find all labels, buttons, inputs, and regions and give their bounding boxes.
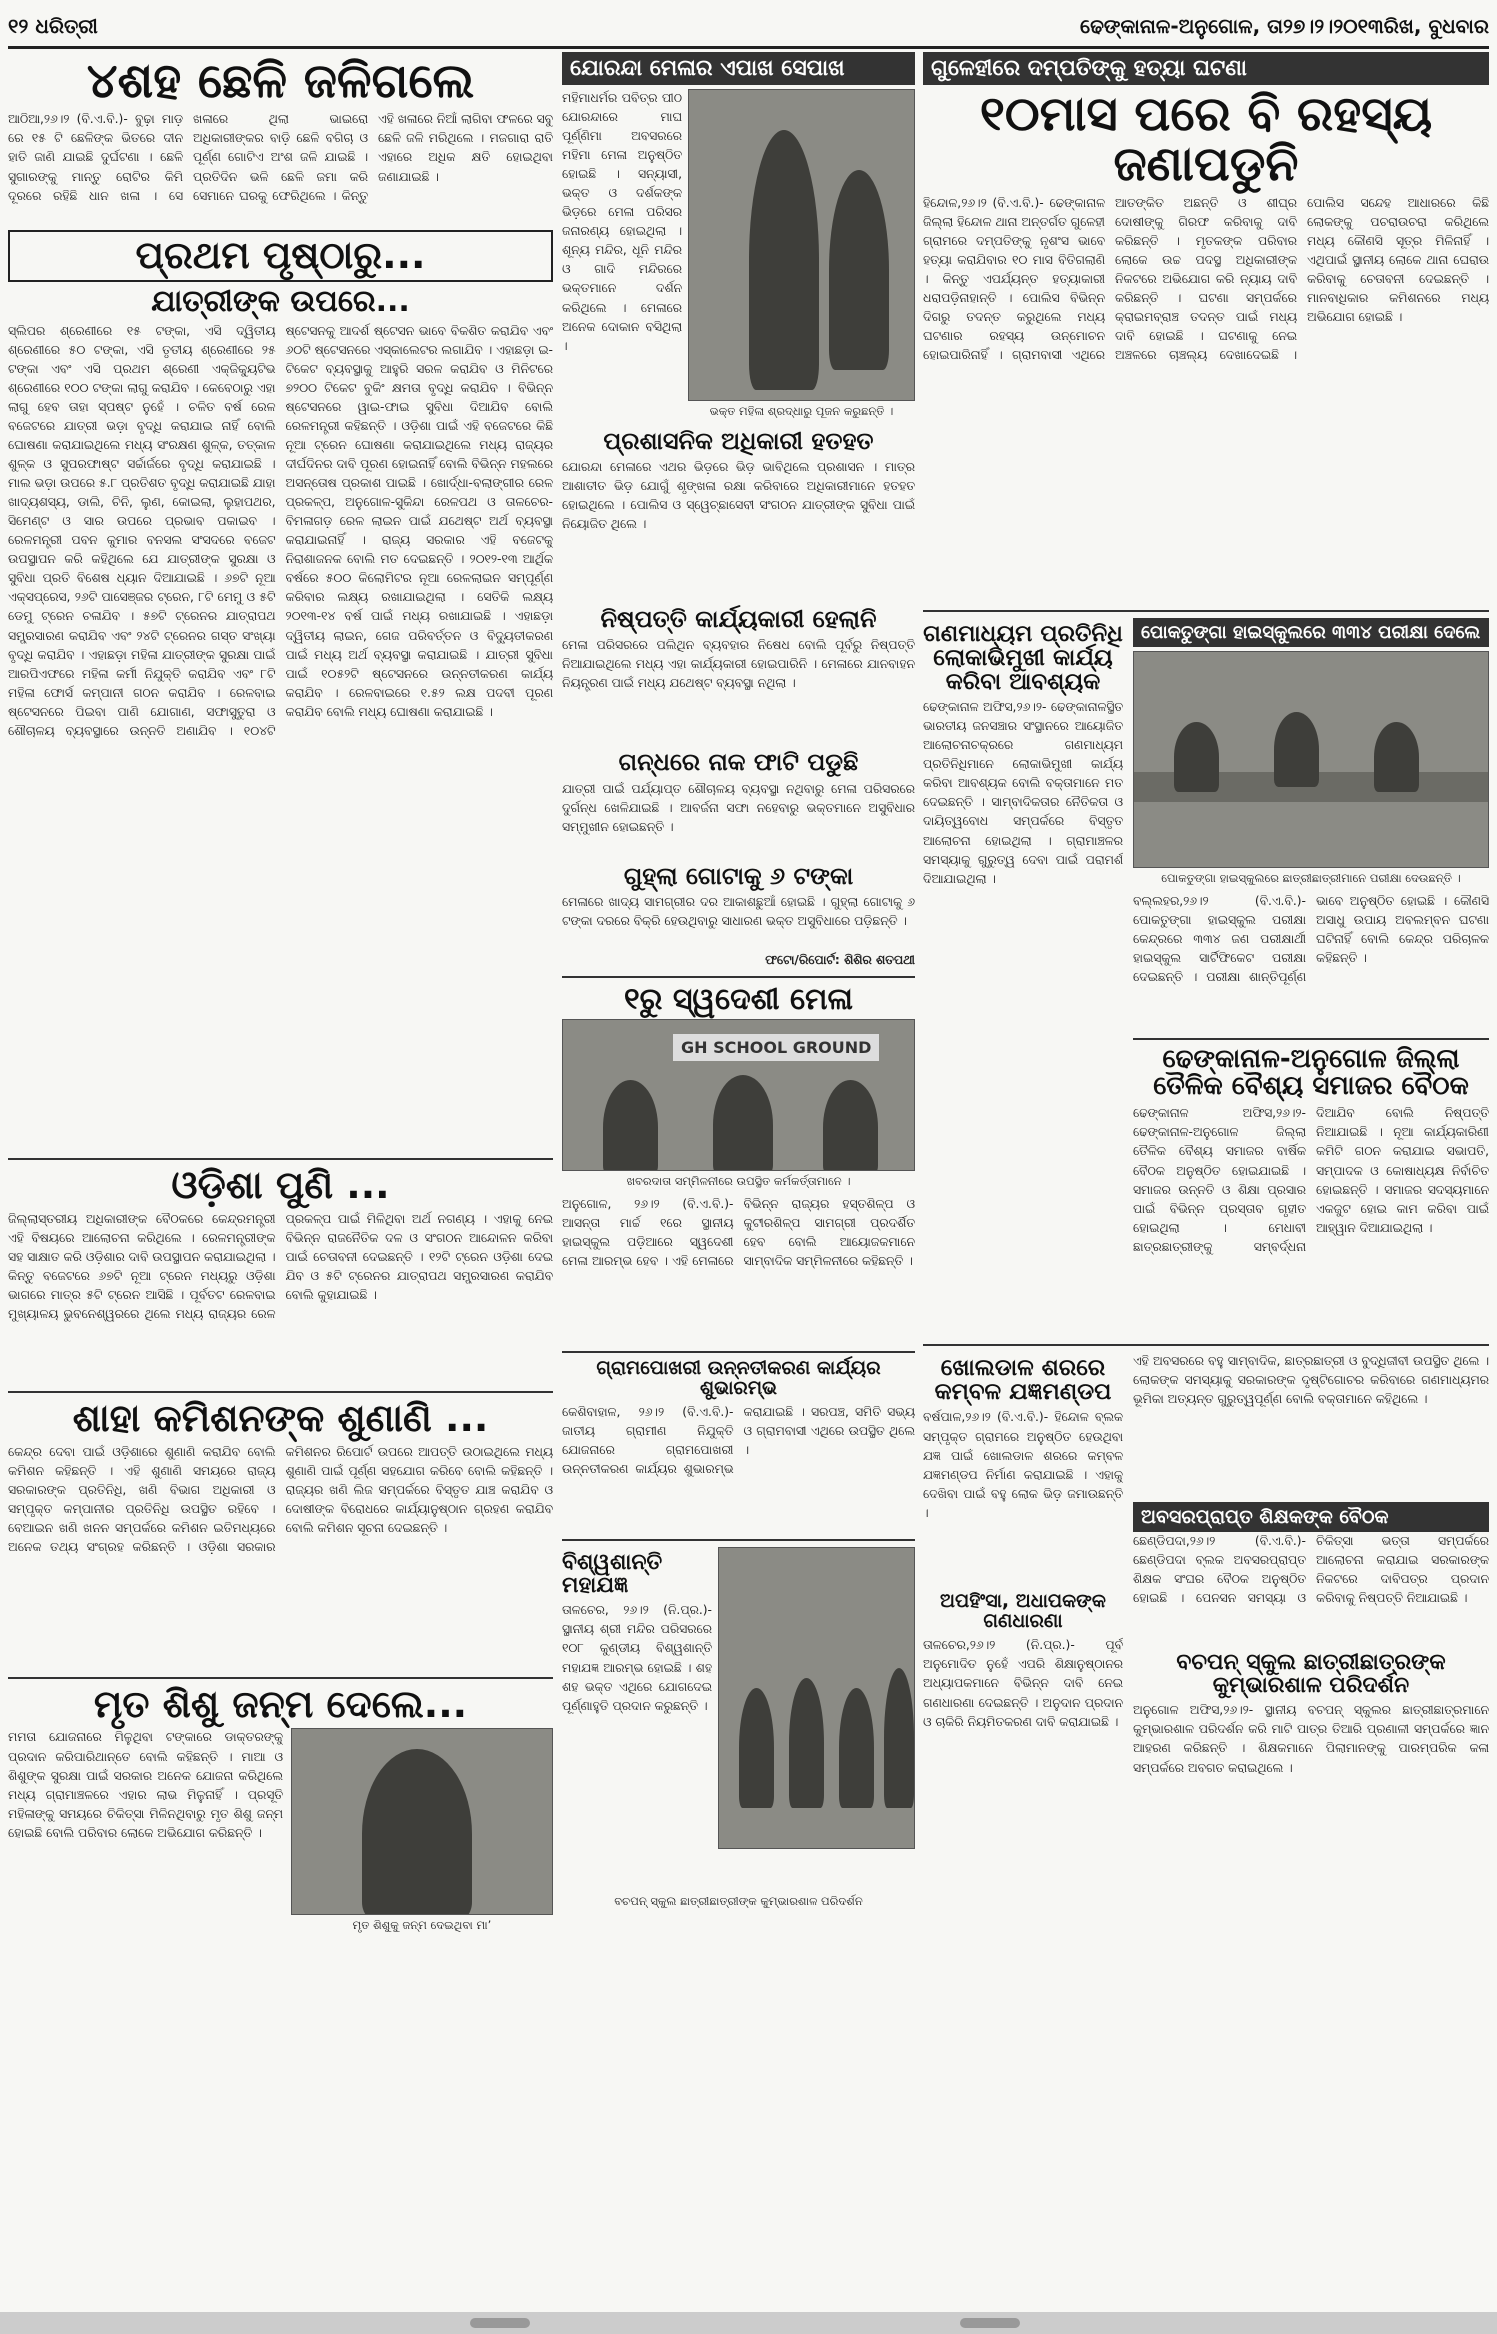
lower-right-block xyxy=(923,1352,1489,1846)
headline-stillbirth: ମୃତ ଶିଶୁ ଜନ୍ମ ଦେଲେ... xyxy=(93,1681,468,1726)
headline-decision: ନିଷ୍ପତ୍ତି କାର୍ଯ୍ୟକାରୀ ହେଲାନି xyxy=(600,605,877,634)
exam-caption: ପୋକତୁଙ୍ଗା ହାଇସ୍କୁଲରେ ଛାତ୍ରୀଛାତ୍ରୀମାନେ ପରୀକ୍ଷା ଦେଉଛନ୍ତି । xyxy=(1161,870,1461,885)
person-silhouette xyxy=(739,1688,774,1808)
stillbirth-block xyxy=(8,1728,553,1939)
divider xyxy=(562,1539,915,1541)
headline-odisha-again: ଓଡ଼ିଶା ପୁଣି ... xyxy=(171,1162,390,1207)
children-caption: ବଚପନ୍ ସ୍କୁଲ ଛାତ୍ରୀଛାତ୍ରୀଙ୍କ କୁମ୍ଭାରଶାଳ ପରିଦର୍ଶନ xyxy=(614,1894,863,1909)
banner-text: GH SCHOOL GROUND xyxy=(673,1034,879,1061)
exam-story-wrap xyxy=(1133,618,1489,1338)
headline-village-pond: ଗ୍ରାମପୋଖରୀ ଉନ୍ନତୀକରଣ କାର୍ଯ୍ୟର ଶୁଭାରମ୍ଭ xyxy=(596,1357,881,1400)
headline-world-peace-yagna: ବିଶ୍ୱଶାନ୍ତି ମହାଯଜ୍ଞ xyxy=(562,1550,663,1599)
story-exam: ବଲ୍ଲହର,୨୬।୨ (ବି.ଏ.ବି.)- ପୋକତୁଙ୍ଗା ହାଇସ୍କୁଲ ପରୀକ୍ଷା କେନ୍ଦ୍ରରେ ୩୩୪ ଜଣ ପରୀକ୍ଷାର୍ଥୀ ହାଇସ୍କୁଲ ସାର୍ଟିଫିକେଟ ପରୀକ୍ଷା ଦେଇଛନ୍ତି । ପରୀକ୍ଷା ଶାନ୍ତିପୂର୍ଣ୍ଣ ଭାବେ ଅନୁଷ୍ଠିତ ହୋଇଛି । କୌଣସି ଅସାଧୁ ଉପାୟ ଅବଲମ୍ବନ ଘଟଣା ଘଟିନାହିଁ ବୋଲି କେନ୍ଦ୍ର ପରିଚାଳକ କହିଛନ୍ତି । xyxy=(1133,893,1489,984)
bottom-scrollbar[interactable] xyxy=(0,2312,1497,2334)
column-middle xyxy=(562,52,915,2306)
devotee-photo xyxy=(688,89,915,401)
mother-photo xyxy=(291,1728,553,1915)
media-story-wrap xyxy=(923,618,1123,1338)
story-media-reps: ଢେଙ୍କାନାଳ ଅଫିସ,୨୬।୨- ଢେଙ୍କାନାଳସ୍ଥିତ ଭାରତୀୟ ଜନସଞ୍ଚାର ସଂସ୍ଥାନରେ ଆୟୋଜିତ ଆଲୋଚନାଚକ୍ରରେ ଗଣମାଧ୍ୟମ ପ୍ରତିନିଧିମାନେ ଲୋକାଭିମୁଖୀ କାର୍ଯ୍ୟ କରିବା ଆବଶ୍ୟକ ବୋଲି ବକ୍ତାମାନେ ମତ ଦେଇଛନ୍ତି । ସାମ୍ବାଦିକତାର ନୈତିକତା ଓ ଦାୟିତ୍ୱବୋଧ ସମ୍ପର୍କରେ ବିସ୍ତୃତ ଆଲୋଚନା ହୋଇଥିଲା । ଗ୍ରାମାଞ୍ଚଳର ସମସ୍ୟାକୁ ଗୁରୁତ୍ୱ ଦେବା ପାଇଁ ପରାମର୍ଶ ଦିଆଯାଇଥିଲା । xyxy=(923,700,1123,886)
headline-exam: ପୋକତୁଙ୍ଗା ହାଇସ୍କୁଲରେ ୩୩୪ ପରୀକ୍ଷା ଦେଲେ xyxy=(1133,618,1489,647)
divider xyxy=(923,610,1489,612)
story-yagna-mandap: ବର୍ଷପାଳ,୨୬।୨ (ବି.ଏ.ବି.)- ହିନ୍ଦୋଳ ବ୍ଲକ ସମ୍ପୃକ୍ତ ଗ୍ରାମରେ ଅନୁଷ୍ଠିତ ହେଉଥିବା ଯଜ୍ଞ ପାଇଁ ଖୋଲଡାଳ ଶରରେ କମ୍ବଳ ଯଜ୍ଞମଣ୍ଡପ ନିର୍ମାଣ କରାଯାଇଛି । ଏହାକୁ ଦେଖିବା ପାଇଁ ବହୁ ଲୋକ ଭିଡ଼ ଜମାଉଛନ୍ତି । xyxy=(923,1410,1123,1520)
story-village-pond: କେଶିବାହାଳ, ୨୬।୨ (ବି.ଏ.ବି.)- ଜାତୀୟ ଗ୍ରାମୀଣ ନିଯୁକ୍ତି ଯୋଜନାରେ ଗ୍ରାମପୋଖରୀ ଉନ୍ନତୀକରଣ କାର୍ଯ୍ୟର ଶୁଭାରମ୍ଭ କରାଯାଇଛି । ସରପଞ୍ଚ, ସମିତି ସଭ୍ୟ ଓ ଗ୍ରାମବାସୀ ଏଥିରେ ଉପସ୍ଥିତ ଥିଲେ । xyxy=(562,1405,915,1477)
person-silhouette xyxy=(1374,722,1419,792)
person-silhouette xyxy=(823,1080,878,1171)
person-silhouette xyxy=(829,170,889,370)
story-world-peace-yagna: ତାଳଚେର, ୨୬।୨ (ନି.ପ୍ର.)- ସ୍ଥାନୀୟ ଶ୍ରୀ ମନ୍ଦିର ପରିସରରେ ୧୦୮ କୁଣ୍ଡୀୟ ବିଶ୍ୱଶାନ୍ତି ମହାଯଜ୍ଞ ଆରମ୍ଭ ହୋଇଛି । ଶହ ଶହ ଭକ୍ତ ଏଥିରେ ଯୋଗଦେଇ ପୂର୍ଣ୍ଣାହୁତି ପ୍ରଦାନ କରୁଛନ୍ତି । xyxy=(562,1603,712,1713)
headline-passengers: ଯାତ୍ରୀଙ୍କ ଉପରେ... xyxy=(151,284,410,320)
headline-admin-officers: ପ୍ରଶାସନିକ ଅଧିକାରୀ ହତହତ xyxy=(603,427,874,455)
story-stillbirth: ମମତା ଯୋଜନାରେ ମିଳୁଥିବା ଟଙ୍କାରେ ଡାକ୍ତରଙ୍କୁ ପ୍ରଦାନ କରିପାରିଥାନ୍ତେ ବୋଲି କହିଛନ୍ତି । ମାଆ ଓ ଶିଶୁଙ୍କ ସୁରକ୍ଷା ପାଇଁ ସରକାର ଅନେକ ଯୋଜନା କରିଥିଲେ ମଧ୍ୟ ଗ୍ରାମାଞ୍ଚଳରେ ଏହାର ଲାଭ ମିଳୁନାହିଁ । ପ୍ରସୂତି ମହିଳାଙ୍କୁ ସମୟରେ ଚିକିତ୍ସା ମିଳିନଥିବାରୁ ମୃତ ଶିଶୁ ଜନ୍ମ ହୋଇଛି ବୋଲି ପରିବାର ଲୋକେ ଅଭିଯୋଗ କରିଛନ୍ତି । xyxy=(8,1730,283,1840)
divider xyxy=(1133,1038,1489,1040)
story-odisha-again: ଜିଲ୍ଲାସ୍ତରୀୟ ଅଧିକାରୀଙ୍କ ବୈଠକରେ କେନ୍ଦ୍ରମନ୍ତ୍ରୀ ଏହି ବିଷୟରେ ଆଲୋଚନା କରିଥିଲେ । ରେଳମନ୍ତ୍ରୀଙ୍କ ସହ ସାକ୍ଷାତ କରି ଓଡ଼ିଶାର ଦାବି ଉପସ୍ଥାପନ କରାଯାଇଥିଲା । କିନ୍ତୁ ବଜେଟରେ ୬୭ଟି ନୂଆ ଟ୍ରେନ ମଧ୍ୟରୁ ଓଡ଼ିଶା ଭାଗରେ ମାତ୍ର ୫ଟି ଟ୍ରେନ ଆସିଛି । ପୂର୍ବତଟ ରେଳବାଇ ମୁଖ୍ୟାଳୟ ଭୁବନେଶ୍ୱରରେ ଥିଲେ ମଧ୍ୟ ରାଜ୍ୟର ରେଳ ପ୍ରକଳ୍ପ ପାଇଁ ମିଳିଥିବା ଅର୍ଥ ନଗଣ୍ୟ । ଏହାକୁ ନେଇ ବିଭିନ୍ନ ରାଜନୈତିକ ଦଳ ଓ ସଂଗଠନ ଆନ୍ଦୋଳନ କରିବା ପାଇଁ ଚେତାବନୀ ଦେଇଛନ୍ତି । ୧୨ଟି ଟ୍ରେନ ଓଡ଼ିଶା ଦେଇ ଯିବ ଓ ୫ଟି ଟ୍ରେନର ଯାତ୍ରାପଥ ସମ୍ପ୍ରସାରଣ କରାଯିବ ବୋଲି କୁହାଯାଇଛି । xyxy=(8,1211,553,1321)
headline-teli-samaj: ଢେଙ୍କାନାଳ-ଅନୁଗୋଳ ଜିଲ୍ଲା ତୈଳିକ ବୈଶ୍ୟ ସମାଜର ବୈଠକ xyxy=(1153,1043,1469,1102)
story-stench: ଯାତ୍ରୀ ପାଇଁ ପର୍ଯ୍ୟାପ୍ତ ଶୌଚାଳୟ ବ୍ୟବସ୍ଥା ନଥିବାରୁ ମେଳା ପରିସରରେ ଦୁର୍ଗନ୍ଧ ଖେଳିଯାଇଛି । ଆବର୍ଜନା ସଫା ନହେବାରୁ ଭକ୍ତମାନେ ଅସୁବିଧାର ସମ୍ମୁଖୀନ ହୋଇଛନ୍ତି । xyxy=(562,781,915,834)
story-decision: ମେଳା ପରିସରରେ ପଲିଥିନ ବ୍ୟବହାର ନିଷେଧ ବୋଲି ପୂର୍ବରୁ ନିଷ୍ପତ୍ତି ନିଆଯାଇଥିଲେ ମଧ୍ୟ ଏହା କାର୍ଯ୍ୟକାରୀ ହୋଇପାରିନି । ମେଳାରେ ଯାନବାହନ ନିୟନ୍ତ୍ରଣ ପାଇଁ ମଧ୍ୟ ଯଥେଷ୍ଟ ବ୍ୟବସ୍ଥା ନଥିଲା । xyxy=(562,638,915,691)
front-page-continued-box: ପ୍ରଥମ ପୃଷ୍ଠାରୁ... xyxy=(8,230,553,282)
headline-swadeshi-mela: ୧ରୁ ସ୍ୱଦେଶୀ ମେଳା xyxy=(624,981,853,1017)
headline-murder-mystery: ୧୦ମାସ ପରେ ବି ରହସ୍ୟ ଜଣାପଡୁନି xyxy=(979,86,1433,193)
person-silhouette xyxy=(1174,722,1219,792)
scroll-handle[interactable] xyxy=(470,2318,530,2328)
story-lecturers-dharna: ତାଳଚେର,୨୬।୨ (ନି.ପ୍ର.)- ପୂର୍ବ ଅନୁମୋଦିତ ନୁହେଁ ଏପରି ଶିକ୍ଷାନୁଷ୍ଠାନର ଅଧ୍ୟାପକମାନେ ବିଭିନ୍ନ ଦାବି ନେଇ ଗଣଧାରଣା ଦେଇଛନ୍ତି । ଅନୁଦାନ ପ୍ରଦାନ ଓ ଚାକିରି ନିୟମିତକରଣ ଦାବି କରାଯାଇଛି । xyxy=(923,1638,1123,1729)
story-retired-teachers: ଛେଣ୍ଡିପଦା,୨୬।୨ (ବି.ଏ.ବି.)- ଛେଣ୍ଡିପଦା ବ୍ଲକ ଅବସରପ୍ରାପ୍ତ ଶିକ୍ଷକ ସଂଘର ବୈଠକ ଅନୁଷ୍ଠିତ ହୋଇଛି । ପେନସନ ସମସ୍ୟା ଓ ଚିକିତ୍ସା ଭତ୍ତା ସମ୍ପର୍କରେ ଆଲୋଚନା କରାଯାଇ ସରକାରଙ୍କ ନିକଟରେ ଦାବିପତ୍ର ପ୍ରଦାନ କରିବାକୁ ନିଷ୍ପତ୍ତି ନିଆଯାଇଛି । xyxy=(1133,1534,1489,1606)
lower-right-stories xyxy=(1133,1352,1489,1846)
person-silhouette xyxy=(839,1688,874,1808)
stillbirth-photo-wrap xyxy=(291,1728,553,1939)
joranda-block xyxy=(562,89,915,425)
children-photo xyxy=(718,1547,915,1849)
person-silhouette xyxy=(603,1080,658,1171)
headline-bachpan-school: ବଚପନ୍ ସ୍କୁଲ ଛାତ୍ରୀଛାତ୍ରଙ୍କ କୁମ୍ଭାରଶାଳ ପରିଦର୍ଶନ xyxy=(1176,1650,1446,1699)
stillbirth-caption: ମୃତ ଶିଶୁକୁ ଜନ୍ମ ଦେଇଥିବା ମା’ xyxy=(352,1918,492,1933)
person-silhouette xyxy=(884,1668,914,1808)
scroll-handle[interactable] xyxy=(960,2318,1020,2328)
story-passengers: ସ୍ଲିପର ଶ୍ରେଣୀରେ ୧୫ ଟଙ୍କା, ଏସି ଦ୍ୱିତୀୟ ଶ୍ରେଣୀରେ ୫୦ ଟଙ୍କା, ଏସି ତୃତୀୟ ଶ୍ରେଣୀରେ ୨୫ ଟଙ୍କା ଏବଂ ଏସି ପ୍ରଥମ ଶ୍ରେଣୀ ଏକ୍ଜିକ୍ୟୁଟିଭ ଶ୍ରେଣୀରେ ୧୦୦ ଟଙ୍କା ଲାଗୁ କରାଯିବ । କେବେଠାରୁ ଏହା ଲାଗୁ ହେବ ତାହା ସ୍ପଷ୍ଟ ନୁହେଁ । ଚଳିତ ବର୍ଷ ରେଳ ବଜେଟରେ ଯାତ୍ରୀ ଭଡ଼ା ବୃଦ୍ଧି କରାଯାଇ ନାହିଁ ବୋଲି ଘୋଷଣା କରାଯାଇଥିଲେ ମଧ୍ୟ ସଂରକ୍ଷଣ ଶୁଳ୍କ, ତତ୍କାଳ ଶୁଳ୍କ ଓ ସୁପରଫାଷ୍ଟ ସର୍ଚ୍ଚାର୍ଜରେ ବୃଦ୍ଧି କରାଯାଇଛି । ମାଲ ଭଡ଼ା ଉପରେ ୫.୮ ପ୍ରତିଶତ ବୃଦ୍ଧି କରାଯାଇଛି ଯାହା ଖାଦ୍ୟଶସ୍ୟ, ଡାଲି, ଚିନି, ଲୁଣ, କୋଇଲା, ଲୁହାପଥର, ସିମେଣ୍ଟ ଓ ସାର ଉପରେ ପ୍ରଭାବ ପକାଇବ । ରେଳମନ୍ତ୍ରୀ ପବନ କୁମାର ବନସଲ ସଂସଦରେ ବଜେଟ ଉପସ୍ଥାପନ କରି କହିଥିଲେ ଯେ ଯାତ୍ରୀଙ୍କ ସୁରକ୍ଷା ଓ ସୁବିଧା ପ୍ରତି ବିଶେଷ ଧ୍ୟାନ ଦିଆଯାଇଛି । ୬୭ଟି ନୂଆ ଏକ୍ସପ୍ରେସ, ୨୬ଟି ପାସେଞ୍ଜର ଟ୍ରେନ, ୮ଟି ମେମୁ ଓ ୫ଟି ଡେମୁ ଟ୍ରେନ ଚଳାଯିବ । ୫୭ଟି ଟ୍ରେନର ଯାତ୍ରାପଥ ସମ୍ପ୍ରସାରଣ କରାଯିବ ଏବଂ ୨୪ଟି ଟ୍ରେନର ଗସ୍ତ ସଂଖ୍ୟା ବୃଦ୍ଧି କରାଯିବ । ଏହାଛଡ଼ା ମହିଳା ଯାତ୍ରୀଙ୍କ ସୁରକ୍ଷା ପାଇଁ ଆରପିଏଫରେ ମହିଳା କର୍ମୀ ନିଯୁକ୍ତି କରାଯିବ ଏବଂ ୮ଟି ମହିଳା ଫୋର୍ସ କମ୍ପାନୀ ଗଠନ କରାଯିବ । ରେଳବାଇ ଷ୍ଟେସନରେ ପିଇବା ପାଣି ଯୋଗାଣ, ସଫାସୁତୁରା ଓ ଶୌଚାଳୟ ବ୍ୟବସ୍ଥାରେ ଉନ୍ନତି ଅଣାଯିବ । ୧୦୪ଟି ଷ୍ଟେସନକୁ ଆଦର୍ଶ ଷ୍ଟେସନ ଭାବେ ବିକଶିତ କରାଯିବ ଏବଂ ୬୦ଟି ଷ୍ଟେସନରେ ଏସ୍କାଲେଟର ଲଗାଯିବ । ଏହାଛଡ଼ା ଇ-ଟିକେଟ ବ୍ୟବସ୍ଥାକୁ ଆହୁରି ସରଳ କରାଯିବ ଓ ମିନିଟରେ ୭୨୦୦ ଟିକେଟ ବୁକିଂ କ୍ଷମତା ବୃଦ୍ଧି କରାଯିବ । ବିଭିନ୍ନ ଷ୍ଟେସନରେ ୱାଇ-ଫାଇ ସୁବିଧା ଦିଆଯିବ ବୋଲି ରେଳମନ୍ତ୍ରୀ କହିଛନ୍ତି । ଓଡ଼ିଶା ପାଇଁ ଏହି ବଜେଟରେ କିଛି ନୂଆ ଟ୍ରେନ ଘୋଷଣା କରାଯାଇଥିଲେ ମଧ୍ୟ ରାଜ୍ୟର ଦୀର୍ଘଦିନର ଦାବି ପୂରଣ ହୋଇନାହିଁ ବୋଲି ବିଭିନ୍ନ ମହଲରେ ଅସନ୍ତୋଷ ପ୍ରକାଶ ପାଇଛି । ଖୋର୍ଦ୍ଧା-ବଲାଙ୍ଗୀର ରେଳ ପ୍ରକଳ୍ପ, ଅନୁଗୋଳ-ସୁକିନ୍ଦା ରେଳପଥ ଓ ତାଳଚେର-ବିମଳାଗଡ଼ ରେଳ ଲାଇନ ପାଇଁ ଯଥେଷ୍ଟ ଅର୍ଥ ବ୍ୟବସ୍ଥା କରାଯାଇନାହିଁ । ରାଜ୍ୟ ସରକାର ଏହି ବଜେଟକୁ ନିରାଶାଜନକ ବୋଲି ମତ ଦେଇଛନ୍ତି । ୨୦୧୨-୧୩ ଆର୍ଥିକ ବର୍ଷରେ ୫୦୦ କିଲୋମିଟର ନୂଆ ରେଳଲାଇନ ସମ୍ପୂର୍ଣ୍ଣ କରିବାର ଲକ୍ଷ୍ୟ ରଖାଯାଇଥିଲା । ସେତିକି ଲକ୍ଷ୍ୟ ୨୦୧୩-୧୪ ବର୍ଷ ପାଇଁ ମଧ୍ୟ ରଖାଯାଇଛି । ଏହାଛଡ଼ା ଦ୍ୱିତୀୟ ଲାଇନ, ଗେଜ ପରିବର୍ତ୍ତନ ଓ ବିଦ୍ୟୁତୀକରଣ ପାଇଁ ମଧ୍ୟ ଅର୍ଥ ବ୍ୟବସ୍ଥା କରାଯାଇଛି । ଯାତ୍ରୀ ସୁବିଧା ପାଇଁ ୧୦୫୨ଟି ଷ୍ଟେସନରେ ଉନ୍ନତୀକରଣ କାର୍ଯ୍ୟ କରାଯିବ । ରେଳବାଇରେ ୧.୫୨ ଲକ୍ଷ ପଦବୀ ପୂରଣ କରାଯିବ ବୋଲି ମଧ୍ୟ ଘୋଷଣା କରାଯାଇଛି । xyxy=(8,323,553,738)
person-silhouette xyxy=(1274,712,1319,787)
person-silhouette xyxy=(362,1749,472,1915)
exam-photo xyxy=(1133,651,1489,868)
press-meet-photo xyxy=(562,1019,915,1171)
divider xyxy=(562,1351,915,1353)
story-murder-mystery: ହିନ୍ଦୋଳ,୨୬।୨ (ବି.ଏ.ବି.)- ଢେଙ୍କାନାଳ ଜିଲ୍ଲା ହିନ୍ଦୋଳ ଥାନା ଅନ୍ତର୍ଗତ ଗୁଳେହୀ ଗ୍ରାମରେ ଦମ୍ପତିଙ୍କୁ ନୃଶଂସ ଭାବେ ହତ୍ୟା କରାଯିବାର ୧୦ ମାସ ବିତିଗଲାଣି । କିନ୍ତୁ ଏପର୍ଯ୍ୟନ୍ତ ହତ୍ୟାକାରୀ ଧରାପଡ଼ିନାହାନ୍ତି । ପୋଲିସ ବିଭିନ୍ନ ଦିଗରୁ ତଦନ୍ତ କରୁଥିଲେ ମଧ୍ୟ ଘଟଣାର ରହସ୍ୟ ଉନ୍ମୋଚନ ହୋଇପାରିନାହିଁ । ଗ୍ରାମବାସୀ ଏଥିରେ ଆତଙ୍କିତ ଅଛନ୍ତି ଓ ଶୀଘ୍ର ଦୋଷୀଙ୍କୁ ଗିରଫ କରିବାକୁ ଦାବି କରିଛନ୍ତି । ମୃତକଙ୍କ ପରିବାର ଲୋକେ ଉଚ୍ଚ ପଦସ୍ଥ ଅଧିକାରୀଙ୍କ ନିକଟରେ ଅଭିଯୋଗ କରି ନ୍ୟାୟ ଦାବି କରିଛନ୍ତି । ଘଟଣା ସମ୍ପର୍କରେ କ୍ରାଇମବ୍ରାଞ୍ଚ ତଦନ୍ତ ପାଇଁ ମଧ୍ୟ ଦାବି ହୋଇଛି । ଘଟଣାକୁ ନେଇ ଅଞ୍ଚଳରେ ଚାଞ୍ଚଲ୍ୟ ଦେଖାଦେଇଛି । ପୋଲିସ ସନ୍ଦେହ ଆଧାରରେ କିଛି ଲୋକଙ୍କୁ ପଚରାଉଚରା କରିଥିଲେ ମଧ୍ୟ କୌଣସି ସୂତ୍ର ମିଳିନାହିଁ । ଏଥିପାଇଁ ସ୍ଥାନୀୟ ଲୋକେ ଥାନା ଘେରାଉ କରିବାକୁ ଚେତାବନୀ ଦେଇଛନ୍ତି । ମାନବାଧିକାର କମିଶନରେ ମଧ୍ୟ ଅଭିଯୋଗ ହୋଇଛି । xyxy=(923,195,1489,363)
byline: ଫଟୋ/ରିପୋର୍ଟ: ଶିଶିର ଶତପଥୀ xyxy=(765,952,915,967)
headline-stench: ଗନ୍ଧରେ ନାକ ଫାଟି ପଡୁଛି xyxy=(618,748,859,777)
story-admin-officers: ଯୋରନ୍ଦା ମେଳାରେ ଏଥର ଭିଡ଼ରେ ଭିଡ଼ ଭାବିଥିଲେ ପ୍ରଶାସନ । ମାତ୍ର ଆଶାତୀତ ଭିଡ଼ ଯୋଗୁଁ ଶୃଙ୍ଖଳା ରକ୍ଷା କରିବାରେ ଅଧିକାରୀମାନେ ହତହତ ହୋଇଥିଲେ । ପୋଲିସ ଓ ସ୍ୱେଚ୍ଛାସେବୀ ସଂଗଠନ ଯାତ୍ରୀଙ୍କ ସୁବିଧା ପାଇଁ ନିୟୋଜିତ ଥିଲେ । xyxy=(562,460,915,532)
story-joranda-mela: ମହିମାଧର୍ମର ପବିତ୍ର ପୀଠ ଯୋରନ୍ଦାରେ ମାଘ ପୂର୍ଣ୍ଣିମା ଅବସରରେ ମହିମା ମେଳା ଅନୁଷ୍ଠିତ ହୋଇଛି । ସନ୍ୟାସୀ, ଭକ୍ତ ଓ ଦର୍ଶକଙ୍କ ଭିଡ଼ରେ ମେଳା ପରିସର ଜନାରଣ୍ୟ ହୋଇଥିଲା । ଶୂନ୍ୟ ମନ୍ଦିର, ଧୂନି ମନ୍ଦିର ଓ ଗାଦି ମନ୍ଦିରରେ ଭକ୍ତମାନେ ଦର୍ଶନ କରିଥିଲେ । ମେଳାରେ ଅନେକ ଦୋକାନ ବସିଥିଲା । xyxy=(562,91,682,353)
page-number: ୧୨ ଧରିତ୍ରୀ xyxy=(8,14,98,38)
press-meet-caption: ଖବରଦାତା ସମ୍ମିଳନୀରେ ଉପସ୍ଥିତ କର୍ମକର୍ତ୍ତାମାନେ । xyxy=(626,1174,851,1189)
headline-media-reps: ଗଣମାଧ୍ୟମ ପ୍ରତିନିଧି ଲୋକାଭିମୁଖୀ କାର୍ଯ୍ୟ କରିବା ଆବଶ୍ୟକ xyxy=(923,620,1123,696)
headline-goats-burnt: ୪ଶହ ଛେଳି ଜଳିଗଲେ xyxy=(86,53,475,109)
joranda-caption: ଭକ୍ତ ମହିଳା ଶ୍ରଦ୍ଧାରୁ ପୂଜନ କରୁଛନ୍ତି । xyxy=(709,404,894,418)
column-right xyxy=(923,52,1489,2306)
headline-snack-price: ଗୁହ୍ଲା ଗୋଟାକୁ ୬ ଟଙ୍କା xyxy=(623,861,854,890)
person-silhouette xyxy=(789,1678,824,1808)
divider xyxy=(562,976,915,978)
edition-date: ଢେଙ୍କାନାଳ-ଅନୁଗୋଳ, ତା୨୭।୨।୨୦୧୩ରିଖ, ବୁଧବାର xyxy=(1080,14,1489,38)
story-teli-samaj: ଢେଙ୍କାନାଳ ଅଫିସ,୨୬।୨- ଢେଙ୍କାନାଳ-ଅନୁଗୋଳ ଜିଲ୍ଲା ତୈଳିକ ବୈଶ୍ୟ ସମାଜର ବାର୍ଷିକ ବୈଠକ ଅନୁଷ୍ଠିତ ହୋଇଯାଇଛି । ସମାଜର ଉନ୍ନତି ଓ ଶିକ୍ଷା ପ୍ରସାର ପାଇଁ ବିଭିନ୍ନ ପ୍ରସ୍ତାବ ଗୃହୀତ ହୋଇଥିଲା । ମେଧାବୀ ଛାତ୍ରଛାତ୍ରୀଙ୍କୁ ସମ୍ବର୍ଦ୍ଧନା ଦିଆଯିବ ବୋଲି ନିଷ୍ପତ୍ତି ନିଆଯାଇଛି । ନୂଆ କାର୍ଯ୍ୟକାରିଣୀ କମିଟି ଗଠନ କରାଯାଇ ସଭାପତି, ସମ୍ପାଦକ ଓ କୋଷାଧ୍ୟକ୍ଷ ନିର୍ବାଚିତ ହୋଇଛନ୍ତି । ସମାଜର ସଦସ୍ୟମାନେ ଏକଜୁଟ ହୋଇ କାମ କରିବା ପାଇଁ ଆହ୍ୱାନ ଦିଆଯାଇଥିଲା । xyxy=(1133,1106,1489,1254)
media-exam-block xyxy=(923,618,1489,1338)
divider xyxy=(923,1344,1489,1346)
headline-lecturers-dharna: ଅପହିଂସା, ଅଧାପକଙ୍କ ଗଣଧାରଣା xyxy=(940,1590,1106,1633)
yagna-block xyxy=(562,1547,915,1891)
divider xyxy=(8,1391,553,1393)
person-silhouette xyxy=(749,130,819,390)
divider xyxy=(8,1158,553,1160)
story-media-reps-contd: ଏହି ଅବସରରେ ବହୁ ସାମ୍ବାଦିକ, ଛାତ୍ରଛାତ୍ରୀ ଓ ବୁଦ୍ଧିଜୀବୀ ଉପସ୍ଥିତ ଥିଲେ । ଲୋକଙ୍କ ସମସ୍ୟାକୁ ସରକାରଙ୍କ ଦୃଷ୍ଟିଗୋଚର କରିବାରେ ଗଣମାଧ୍ୟମର ଭୂମିକା ଅତ୍ୟନ୍ତ ଗୁରୁତ୍ୱପୂର୍ଣ୍ଣ ବୋଲି ବକ୍ତାମାନେ କହିଥିଲେ । xyxy=(1133,1354,1489,1407)
story-goats-burnt: ଆଠିଆ,୨୬।୨ (ବି.ଏ.ବି.)- ବୁଢ଼ା ମାଡ଼ ରେ ୧୫ ଟି ଛେଳିଙ୍କ ଭିତରେ ଦୀନ ହାତି ଜାଣି ଯାଇଛି ଦୁର୍ଘଟଣା । ଛେଳି ସୁଗାରଙ୍କୁ ମାନ୍ତୁ ରୋଟିର କିମି ଦୂରରେ ରହିଛି ଧାନ ଖଳା । ସେ ଖଳାରେ ଥିଲା ଭାଇରୋ ଅଧିକାରୀଙ୍କର ବାଡ଼ି ଛେଳି ବଗିଚା ଓ ପୂର୍ଣ୍ଣ ଗୋଟିଏ ଅଂଶ ଜଳି ଯାଇଛି । ପ୍ରତିଦିନ ଭଳି ଛେଳି ଜମା କରି ସେମାନେ ଘରକୁ ଫେରିଥିଲେ । କିନ୍ତୁ ଏହି ଖଳାରେ ନିଆଁ ଲାଗିବା ଫଳରେ ସବୁ ଛେଳି ଜଳି ମରିଥିଲେ । ମଜଗାରା ରାତି ଏହାରେ ଅଧିକ କ୍ଷତି ହୋଇଥିବା ଜଣାଯାଇଛି । xyxy=(8,112,553,203)
children-photo-wrap xyxy=(718,1547,915,1891)
masthead xyxy=(8,6,1489,49)
yagna-text-wrap xyxy=(562,1547,712,1891)
joranda-photo-wrap xyxy=(688,89,915,425)
headline-joranda-mela: ଯୋରନ୍ଦା ମେଳାର ଏପାଖ ସେପାଖ xyxy=(562,52,915,85)
person-silhouette xyxy=(713,1075,773,1171)
divider xyxy=(8,1677,553,1679)
story-snack-price: ମେଳାରେ ଖାଦ୍ୟ ସାମଗ୍ରୀର ଦର ଆକାଶଛୁଆଁ ହୋଇଛି । ଗୁହ୍ଲା ଗୋଟାକୁ ୬ ଟଙ୍କା ଦରରେ ବିକ୍ରି ହେଉଥିବାରୁ ସାଧାରଣ ଭକ୍ତ ଅସୁବିଧାରେ ପଡ଼ିଛନ୍ତି । xyxy=(562,894,915,928)
headline-yagna-mandap: ଖୋଲଡାଳ ଶରରେ କମ୍ବଳ ଯଜ୍ଞମଣ୍ଡପ xyxy=(934,1355,1112,1406)
lower-left-stories xyxy=(923,1352,1123,1846)
story-bachpan-school: ଅନୁଗୋଳ ଅଫିସ,୨୬।୨- ସ୍ଥାନୀୟ ବଚପନ୍ ସ୍କୁଲର ଛାତ୍ରୀଛାତ୍ରମାନେ କୁମ୍ଭାରଶାଳ ପରିଦର୍ଶନ କରି ମାଟି ପାତ୍ର ତିଆରି ପ୍ରଣାଳୀ ସମ୍ପର୍କରେ ଜ୍ଞାନ ଆହରଣ କରିଛନ୍ତି । ଶିକ୍ଷକମାନେ ପିଲାମାନଙ୍କୁ ପାରମ୍ପରିକ କଳା ସମ୍ପର୍କରେ ଅବଗତ କରାଇଥିଲେ । xyxy=(1133,1703,1489,1775)
headline-shah-commission: ଶାହା କମିଶନଙ୍କ ଶୁଣାଣି ... xyxy=(72,1395,489,1440)
headline-retired-teachers: ଅବସରପ୍ରାପ୍ତ ଶିକ୍ଷକଙ୍କ ବୈଠକ xyxy=(1133,1502,1489,1532)
kicker-couple-murder: ଗୁଳେହୀରେ ଦମ୍ପତିଙ୍କୁ ହତ୍ୟା ଘଟଣା xyxy=(923,52,1489,85)
story-shah-commission: କେନ୍ଦ୍ର ଦେବା ପାଇଁ ଓଡ଼ିଶାରେ ଶୁଣାଣି କରାଯିବ ବୋଲି କମିଶନ କହିଛନ୍ତି । ଏହି ଶୁଣାଣି ସମୟରେ ରାଜ୍ୟ ସରକାରଙ୍କ ପ୍ରତିନିଧି, ଖଣି ବିଭାଗ ଅଧିକାରୀ ଓ ସମ୍ପୃକ୍ତ କମ୍ପାନୀର ପ୍ରତିନିଧି ଉପସ୍ଥିତ ରହିବେ । ବେଆଇନ ଖଣି ଖନନ ସମ୍ପର୍କରେ କମିଶନ ଇତିମଧ୍ୟରେ ଅନେକ ତଥ୍ୟ ସଂଗ୍ରହ କରିଛନ୍ତି । ଓଡ଼ିଶା ସରକାର କମିଶନର ରିପୋର୍ଟ ଉପରେ ଆପତ୍ତି ଉଠାଇଥିଲେ ମଧ୍ୟ ଶୁଣାଣି ପାଇଁ ପୂର୍ଣ୍ଣ ସହଯୋଗ କରିବେ ବୋଲି କହିଛନ୍ତି । ରାଜ୍ୟର ଖଣି ଲିଜ ସମ୍ପର୍କରେ ବିସ୍ତୃତ ଯାଞ୍ଚ କରାଯିବ ଓ ଦୋଷୀଙ୍କ ବିରୋଧରେ କାର୍ଯ୍ୟାନୁଷ୍ଠାନ ଗ୍ରହଣ କରାଯିବ ବୋଲି କମିଶନ ସୂଚନା ଦେଇଛନ୍ତି । xyxy=(8,1444,553,1554)
story-swadeshi-mela: ଅନୁଗୋଳ, ୨୬।୨ (ବି.ଏ.ବି.)- ଆସନ୍ତା ମାର୍ଚ୍ଚ ୧ରେ ସ୍ଥାନୀୟ ହାଇସ୍କୁଲ ପଡ଼ିଆରେ ସ୍ୱଦେଶୀ ମେଳା ଆରମ୍ଭ ହେବ । ଏହି ମେଳାରେ ବିଭିନ୍ନ ରାଜ୍ୟର ହସ୍ତଶିଳ୍ପ ଓ କୁଟୀରଶିଳ୍ପ ସାମଗ୍ରୀ ପ୍ରଦର୍ଶିତ ହେବ ବୋଲି ଆୟୋଜକମାନେ ସାମ୍ବାଦିକ ସମ୍ମିଳନୀରେ କହିଛନ୍ତି । xyxy=(562,1197,915,1269)
column-left xyxy=(8,52,553,2306)
